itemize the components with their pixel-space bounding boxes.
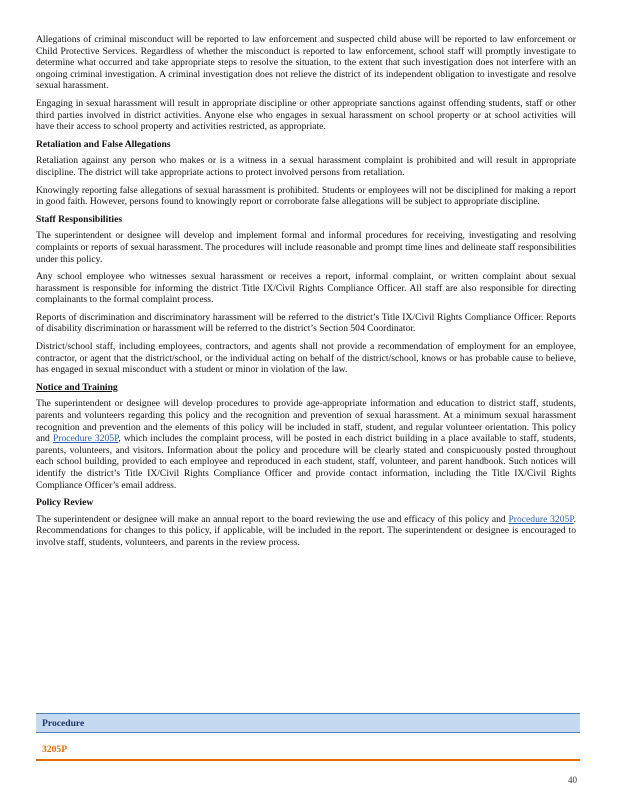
procedure-header-label: Procedure [42, 718, 85, 729]
page-number: 40 [568, 775, 577, 785]
paragraph-recommendation: District/school staff, including employees, contractors, and agents shall not provide a recommendation of employment for an employee, contractor, or agent that the district/school, or the individual acting on behalf of the district/school, knows or has probable cause to believe, has engaged in sexual misconduct with a student or minor in violation of the law. [36, 341, 576, 376]
paragraph-criminal-misconduct: Allegations of criminal misconduct will be reported to law enforcement and suspected child abuse will be reported to law enforcement or Child Protective Services. Regardless of whether the misconduct is reported to law enforcement, school staff will promptly investigate to determine what occurred and take appropriate steps to resolve the situation, to the extent that such investigation does not interfere with an ongoing criminal investigation. A criminal investigation does not relieve the district of its independent obligation to investigate and resolve sexual harassment. [36, 34, 576, 92]
review-text-a: The superintendent or designee will make an annual report to the board reviewing the use and efficacy of this policy and [36, 513, 506, 525]
paragraph-referrals: Reports of discrimination and discriminatory harassment will be referred to the district’s Title IX/Civil Rights Compliance Officer. Reports of disability discrimination or harassment will be referred to the district’s Section 504 Coordinator. [36, 311, 576, 335]
procedure-item-3205p[interactable]: 3205P [42, 744, 68, 755]
procedure-table-row [36, 735, 580, 761]
procedure-3205p-link[interactable]: Procedure 3205P [52, 433, 119, 445]
paragraph-review [36, 514, 576, 549]
heading-staff-responsibilities: Staff Responsibilities [36, 213, 123, 225]
heading-retaliation: Retaliation and False Allegations [36, 138, 171, 150]
paragraph-false-allegations: Knowingly reporting false allegations of sexual harassment is prohibited. Students or employees will not be disciplined for making a report in good faith. However, persons found to knowingly report or corroborate false allegations will be subject to appropriate discipline. [36, 184, 576, 208]
procedure-3205p-link-review[interactable]: Procedure 3205P [508, 513, 574, 525]
policy-body [36, 34, 576, 555]
procedure-table-header [36, 713, 580, 733]
notice-text-a: The superintendent or designee will develop procedures to provide age-appropriate information and education to district staff, students, parents and volunteers regarding this policy and the recognition and prevention of sexual harassment. At a minimum sexual harassment recognition and prevention and the elements of this policy will be included in staff, student, and regular volunteer orientation. This policy and [36, 398, 576, 445]
paragraph-discipline: Engaging in sexual harassment will result in appropriate discipline or other appropriate sanctions against offending students, staff or other third parties involved in district activities. Anyone else who engages in sexual harassment on school property or at school activities will have their access to school property and activities restricted, as appropriate. [36, 97, 576, 133]
paragraph-witness-duty: Any school employee who witnesses sexual harassment or receives a report, informal complaint, or written complaint about sexual harassment is responsible for informing the district Title IX/Civil Rights Compliance Officer. All staff are also responsible for directing complainants to the formal complaint process. [36, 271, 576, 306]
review-text-b: . Recommendations for changes to this policy, if applicable, will be included in the report. The superintendent or designee is encouraged to involve staff, students, volunteers, and parents in the review process. [36, 513, 576, 548]
paragraph-retaliation: Retaliation against any person who makes or is a witness in a sexual harassment complaint is prohibited and will result in appropriate discipline. The district will take appropriate actions to protect involved persons from retaliation. [36, 155, 576, 178]
heading-policy-review: Policy Review [36, 497, 94, 509]
notice-text-b: , which includes the complaint process, will be posted in each district building in a place available to staff, students, parents, volunteers, and visitors. Information about the policy and procedure will be clearly stated and conspicuously posted throughout each school building, provided to each employee and reproduced in each student, staff, volunteer, and parent handbook. Such notices will identify the district’s Title IX/Civil Rights Compliance Officer and provide contact information, including the Title IX/Civil Rights Compliance Officer’s email address. [36, 433, 576, 491]
paragraph-notice [36, 398, 576, 491]
paragraph-procedures: The superintendent or designee will develop and implement formal and informal procedures for receiving, investigating and resolving complaints or reports of sexual harassment. The procedures will include reasonable and prompt time lines and delineate staff responsibilities under this policy. [36, 230, 576, 265]
heading-notice-training: Notice and Training [36, 381, 118, 393]
